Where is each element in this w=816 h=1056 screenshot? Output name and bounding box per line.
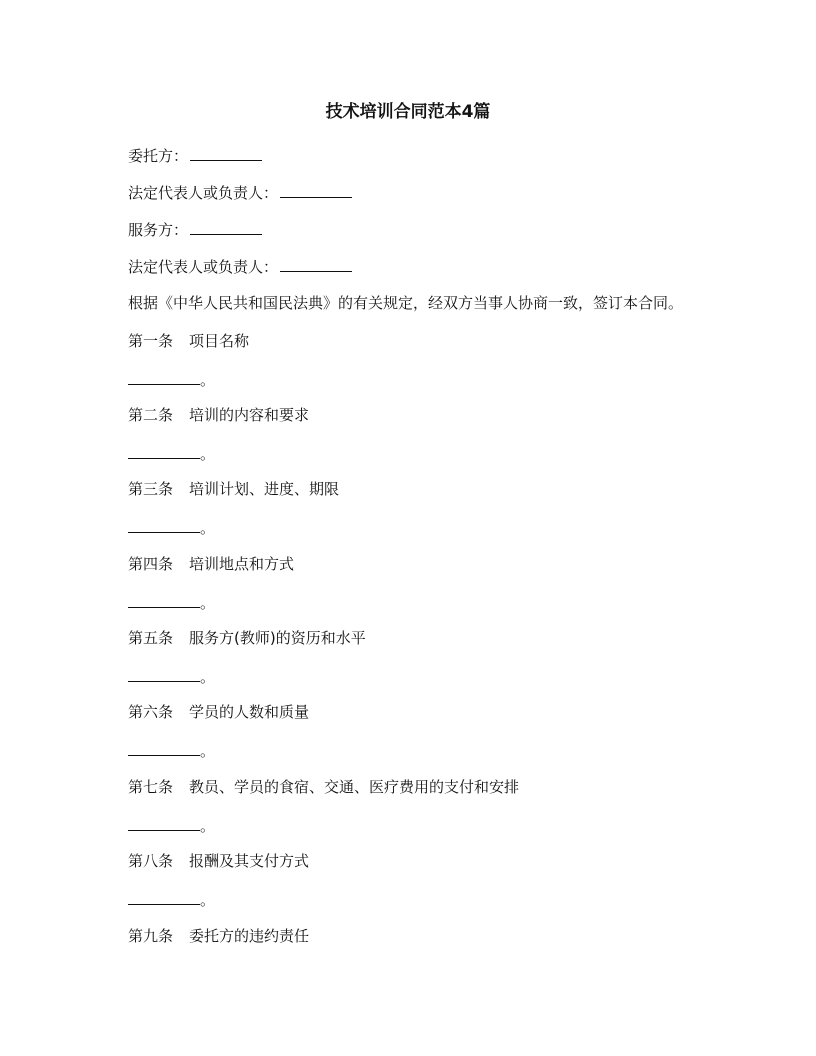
- fill-blank: [128, 517, 200, 533]
- blank-period: 。: [200, 742, 216, 760]
- article-blank-line: [128, 666, 215, 687]
- fill-blank: [190, 145, 262, 161]
- article-number: 第九条: [128, 927, 174, 945]
- article-heading: [128, 405, 309, 425]
- fill-blank: [190, 219, 262, 235]
- article-blank-line: [128, 740, 215, 761]
- article-number: 第二条: [128, 406, 174, 424]
- fill-blank: [128, 740, 200, 756]
- party-client: [128, 145, 262, 166]
- party-client-representative: [128, 182, 352, 203]
- fill-blank: [128, 369, 200, 385]
- blank-period: 。: [200, 371, 216, 389]
- article-heading: [128, 331, 249, 351]
- article-blank-line: [128, 443, 215, 464]
- article-blank-line: [128, 592, 215, 613]
- article-heading: [128, 777, 519, 797]
- article-blank-line: [128, 517, 215, 538]
- article-blank-line: [128, 889, 215, 910]
- article-number: 第七条: [128, 778, 174, 796]
- party-label: 法定代表人或负责人：: [128, 184, 279, 202]
- blank-period: 。: [200, 817, 216, 835]
- fill-blank: [128, 889, 200, 905]
- article-title: 培训的内容和要求: [189, 406, 310, 424]
- article-number: 第六条: [128, 703, 174, 721]
- article-title: 委托方的违约责任: [189, 927, 310, 945]
- article-title: 项目名称: [189, 332, 250, 350]
- article-title: 教员、学员的食宿、交通、医疗费用的支付和安排: [189, 778, 520, 796]
- party-label: 法定代表人或负责人：: [128, 258, 279, 276]
- article-number: 第八条: [128, 852, 174, 870]
- fill-blank: [280, 256, 352, 272]
- article-title: 学员的人数和质量: [189, 703, 310, 721]
- blank-period: 。: [200, 891, 216, 909]
- party-provider: [128, 219, 262, 240]
- article-heading: [128, 479, 339, 499]
- fill-blank: [128, 592, 200, 608]
- article-number: 第四条: [128, 555, 174, 573]
- article-heading: [128, 628, 366, 648]
- article-heading: [128, 851, 309, 871]
- article-blank-line: [128, 815, 215, 836]
- article-title: 培训计划、进度、期限: [189, 480, 340, 498]
- document-title: 技术培训合同范本4篇: [325, 102, 491, 122]
- fill-blank: [280, 182, 352, 198]
- fill-blank: [128, 815, 200, 831]
- article-number: 第三条: [128, 480, 174, 498]
- article-number: 第一条: [128, 332, 174, 350]
- blank-period: 。: [200, 445, 216, 463]
- intro-paragraph: 根据《中华人民共和国民法典》的有关规定，经双方当事人协商一致，签订本合同。: [128, 294, 684, 312]
- fill-blank: [128, 443, 200, 459]
- article-heading: [128, 554, 294, 574]
- article-title: 服务方(教师)的资历和水平: [189, 629, 366, 647]
- article-title: 培训地点和方式: [189, 555, 295, 573]
- article-title: 报酬及其支付方式: [189, 852, 310, 870]
- blank-period: 。: [200, 594, 216, 612]
- blank-period: 。: [200, 519, 216, 537]
- party-label: 委托方：: [128, 147, 189, 165]
- article-blank-line: [128, 369, 215, 390]
- article-heading: [128, 926, 309, 946]
- fill-blank: [128, 666, 200, 682]
- article-number: 第五条: [128, 629, 174, 647]
- party-provider-representative: [128, 256, 352, 277]
- article-heading: [128, 702, 309, 722]
- party-label: 服务方：: [128, 221, 189, 239]
- blank-period: 。: [200, 668, 216, 686]
